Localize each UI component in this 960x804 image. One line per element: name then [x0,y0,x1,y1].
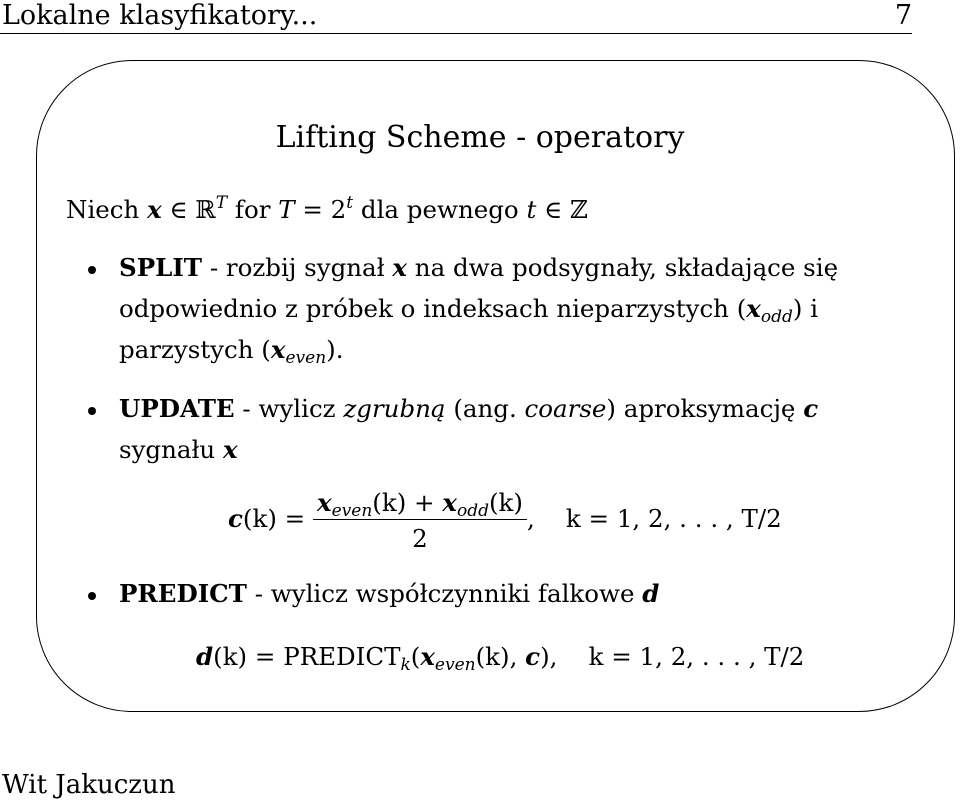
intro-text: Niech [66,195,148,224]
fraction-numerator [313,488,527,520]
vector-x: x [270,335,286,364]
page-number: 7 [894,0,912,31]
bullet-predict [88,592,96,600]
formula-text: (k) + [372,488,443,517]
formula-range: , k = 1, 2, . . . , T/2 [526,504,782,533]
update-text: - wylicz [234,394,344,423]
in-symbol: ∈ [161,195,196,224]
subscript-odd: odd [760,307,793,327]
split-text: ) i [792,294,819,323]
exponent-t: t [346,193,354,213]
formula-text: (k), [475,642,526,671]
intro-rest: dla pewnego [353,195,527,224]
integers-symbol: ∈ ℤ [536,195,588,224]
vector-c: c [228,504,243,533]
intro-line [66,195,588,224]
subscript-odd: odd [456,501,489,521]
split-text: parzystych ( [119,335,271,364]
exponent-T: T [215,193,228,213]
header-rule [0,33,912,34]
split-line-1 [119,253,838,282]
vector-x: x [420,642,435,671]
split-text: ). [326,335,344,364]
split-text: odpowiednio z próbek o indeksach nieparzystych ( [119,294,747,323]
bullet-update [88,407,96,415]
page-header [0,0,912,34]
update-text: ) aproksymację [606,394,804,423]
vector-x: x [223,435,238,464]
formula-text: (k) = [242,504,306,533]
subscript-even: even [331,501,373,521]
split-line-2 [119,294,819,327]
vector-c: c [525,642,541,671]
formula-text: (k) [488,488,523,517]
intro-eq: = 2 [294,195,347,224]
split-line-3 [119,335,344,368]
fraction [313,488,527,553]
formula-text: ( [410,642,421,671]
subscript-even: even [434,655,476,675]
vector-d: d [642,579,660,608]
reals-symbol: ℝ [195,195,216,224]
vector-x: x [392,253,407,282]
split-keyword: SPLIT [119,253,203,282]
update-text: (ang. [445,394,525,423]
update-formula [228,488,782,553]
update-line-2 [119,435,238,464]
vector-c: c [803,394,819,423]
update-keyword: UPDATE [119,394,235,423]
predict-keyword: PREDICT [119,579,247,608]
predict-line-1 [119,579,659,608]
update-text: sygnału [119,435,223,464]
bullet-split [88,266,96,274]
var-t: t [526,195,537,224]
header-title: Lokalne klasyfikatory... [2,0,318,31]
vector-x: x [317,488,332,517]
split-text: - rozbij sygnał [202,253,393,282]
vector-x: x [746,294,761,323]
update-line-1 [119,394,818,423]
formula-range: ), k = 1, 2, . . . , T/2 [540,642,805,671]
var-T: T [278,195,295,224]
fraction-denominator: 2 [412,524,428,553]
slide-frame [36,60,955,712]
predict-formula [196,642,805,675]
formula-text: (k) = PREDICT [213,642,401,671]
term-coarse: coarse [524,394,607,423]
predict-text: - wylicz współczynniki falkowe [246,579,643,608]
subscript-even: even [285,348,327,368]
vector-x: x [442,488,457,517]
footer-author: Wit Jakuczun [2,770,176,800]
split-text: na dwa podsygnały, składające się [407,253,839,282]
subscript-k: k [400,655,411,675]
term-zgrubna: zgrubną [343,394,446,423]
vector-x: x [147,195,162,224]
intro-for: for [227,195,279,224]
vector-d: d [196,642,214,671]
slide-title: Lifting Scheme - operatory [275,120,685,155]
